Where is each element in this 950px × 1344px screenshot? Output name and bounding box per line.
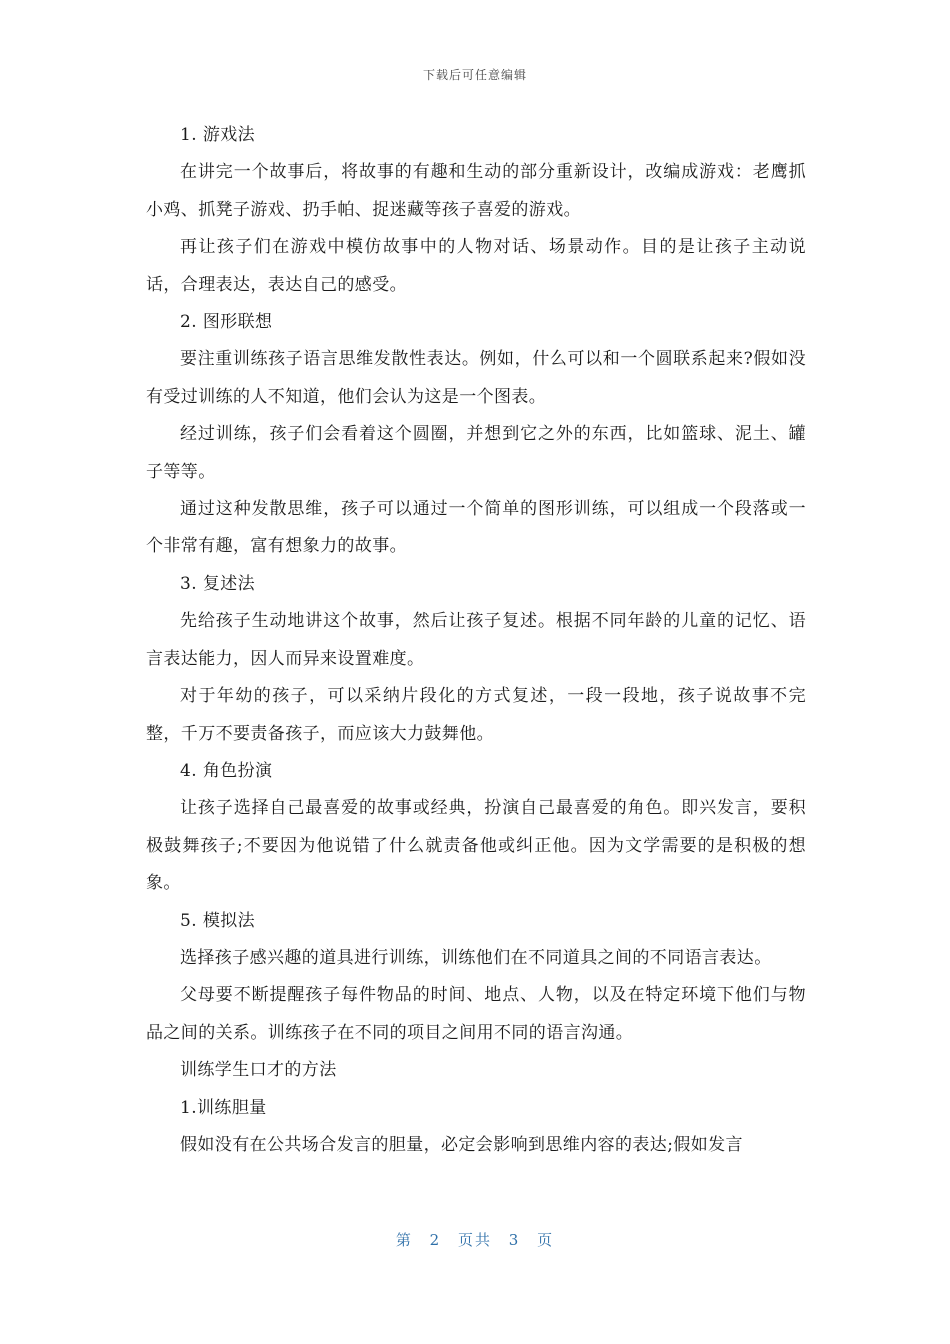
paragraph: 先给孩子生动地讲这个故事，然后让孩子复述。根据不同年龄的儿童的记忆、语言表达能力，因人而异来设置难度。 <box>146 611 806 669</box>
section-heading: 2. 图形联想 <box>180 312 273 333</box>
section-heading: 4. 角色扮演 <box>180 760 273 781</box>
paragraph: 经过训练，孩子们会看着这个圆圈，并想到它之外的东西，比如篮球、泥土、罐子等等。 <box>146 424 806 482</box>
section-heading: 训练学生口才的方法 <box>180 1060 337 1081</box>
paragraph: 在讲完一个故事后，将故事的有趣和生动的部分重新设计，改编成游戏：老鹰抓小鸡、抓凳子游戏、扔手帕、捉迷藏等孩子喜爱的游戏。 <box>146 162 806 220</box>
document-body <box>146 117 806 1164</box>
paragraph: 要注重训练孩子语言思维发散性表达。例如，什么可以和一个圆联系起来?假如没有受过训练的人不知道，他们会认为这是一个图表。 <box>146 349 806 407</box>
page-header: 下载后可任意编辑 <box>422 68 527 82</box>
paragraph: 对于年幼的孩子，可以采纳片段化的方式复述，一段一段地，孩子说故事不完整，千万不要责备孩子，而应该大力鼓舞他。 <box>146 686 806 744</box>
section-heading: 3. 复述法 <box>180 573 256 594</box>
paragraph: 父母要不断提醒孩子每件物品的时间、地点、人物，以及在特定环境下他们与物品之间的关系。训练孩子在不同的项目之间用不同的语言沟通。 <box>146 985 806 1043</box>
paragraph: 让孩子选择自己最喜爱的故事或经典，扮演自己最喜爱的角色。即兴发言，要积极鼓舞孩子;不要因为他说错了什么就责备他或纠正他。因为文学需要的是积极的想象。 <box>146 798 806 894</box>
paragraph: 再让孩子们在游戏中模仿故事中的人物对话、场景动作。目的是让孩子主动说话，合理表达，表达自己的感受。 <box>146 237 806 295</box>
section-heading: 5. 模拟法 <box>180 910 256 931</box>
section-heading: 1. 游戏法 <box>180 125 256 145</box>
section-heading: 1.训练胆量 <box>180 1097 267 1118</box>
paragraph: 假如没有在公共场合发言的胆量，必定会影响到思维内容的表达;假如发言 <box>180 1134 743 1155</box>
paragraph: 选择孩子感兴趣的道具进行训练，训练他们在不同道具之间的不同语言表达。 <box>180 947 772 968</box>
paragraph: 通过这种发散思维，孩子可以通过一个简单的图形训练，可以组成一个段落或一个非常有趣，富有想象力的故事。 <box>146 499 806 557</box>
page-footer: 第 2 页共 3 页 <box>395 1231 555 1249</box>
